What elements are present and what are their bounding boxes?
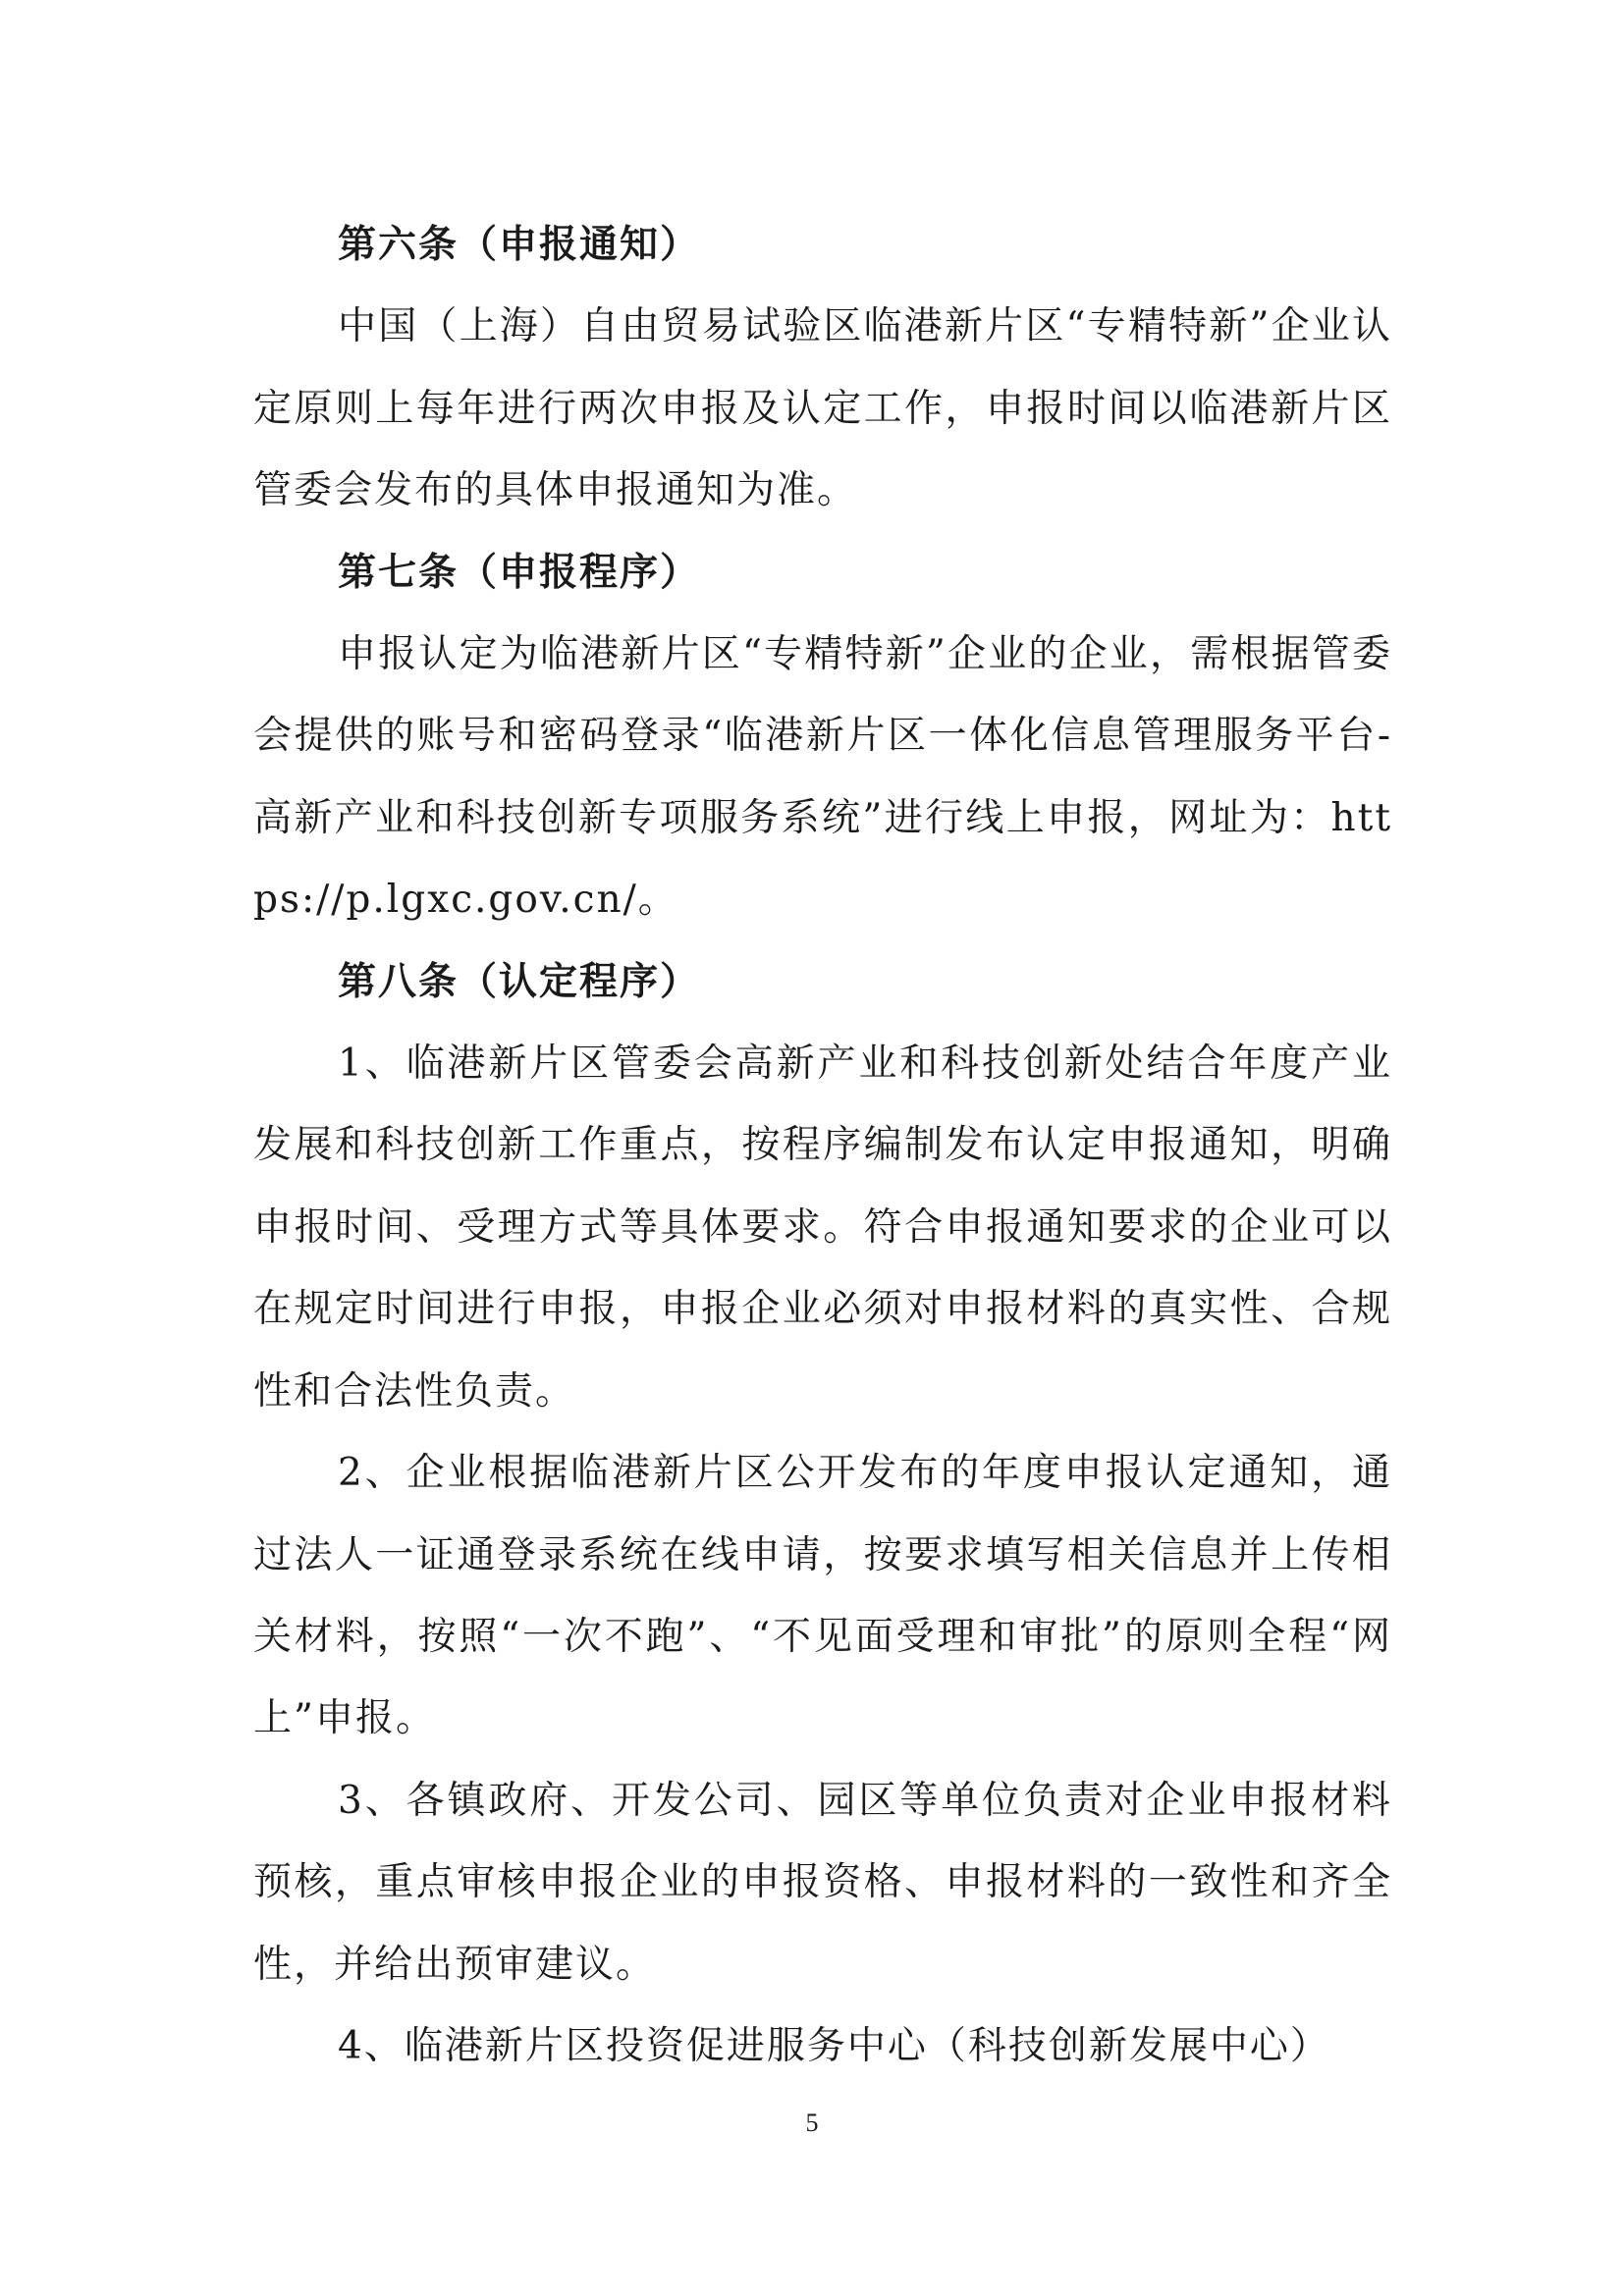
document-body <box>253 204 1392 2087</box>
article-8-paragraph-1: 1、临港新片区管委会高新产业和科技创新处结合年度产业发展和科技创新工作重点，按程序编制发布认定申报通知，明确申报时间、受理方式等具体要求。符合申报通知要求的企业可以在规定时间进行申报，申报企业必须对申报材料的真实性、合规性和合法性负责。 <box>253 1041 1392 1414</box>
article-6-paragraph-1: 中国（上海）自由贸易试验区临港新片区“专精特新”企业认定原则上每年进行两次申报及认定工作，申报时间以临港新片区管委会发布的具体申报通知为准。 <box>253 304 1392 513</box>
page-number: 5 <box>805 2109 819 2137</box>
article-6-heading: 第六条（申报通知） <box>338 223 701 267</box>
article-7-heading: 第七条（申报程序） <box>338 550 701 595</box>
article-8-paragraph-4: 4、临港新片区投资促进服务中心（科技创新发展中心） <box>338 2023 1330 2068</box>
article-8-paragraph-3: 3、各镇政府、开发公司、园区等单位负责对企业申报材料预核，重点审核申报企业的申报资格、申报材料的一致性和齐全性，并给出预审建议。 <box>253 1778 1392 1987</box>
article-8-heading: 第八条（认定程序） <box>338 959 701 1004</box>
article-7-paragraph-1: 申报认定为临港新片区“专精特新”企业的企业，需根据管委会提供的账号和密码登录“临港新片区一体化信息管理服务平台-高新产业和科技创新专项服务系统”进行线上申报，网址为：https://p.lgxc.gov.cn/。 <box>253 632 1392 923</box>
article-8-paragraph-2: 2、企业根据临港新片区公开发布的年度申报认定通知，通过法人一证通登录系统在线申请，按要求填写相关信息并上传相关材料，按照“一次不跑”、“不见面受理和审批”的原则全程“网上”申报。 <box>253 1451 1392 1741</box>
